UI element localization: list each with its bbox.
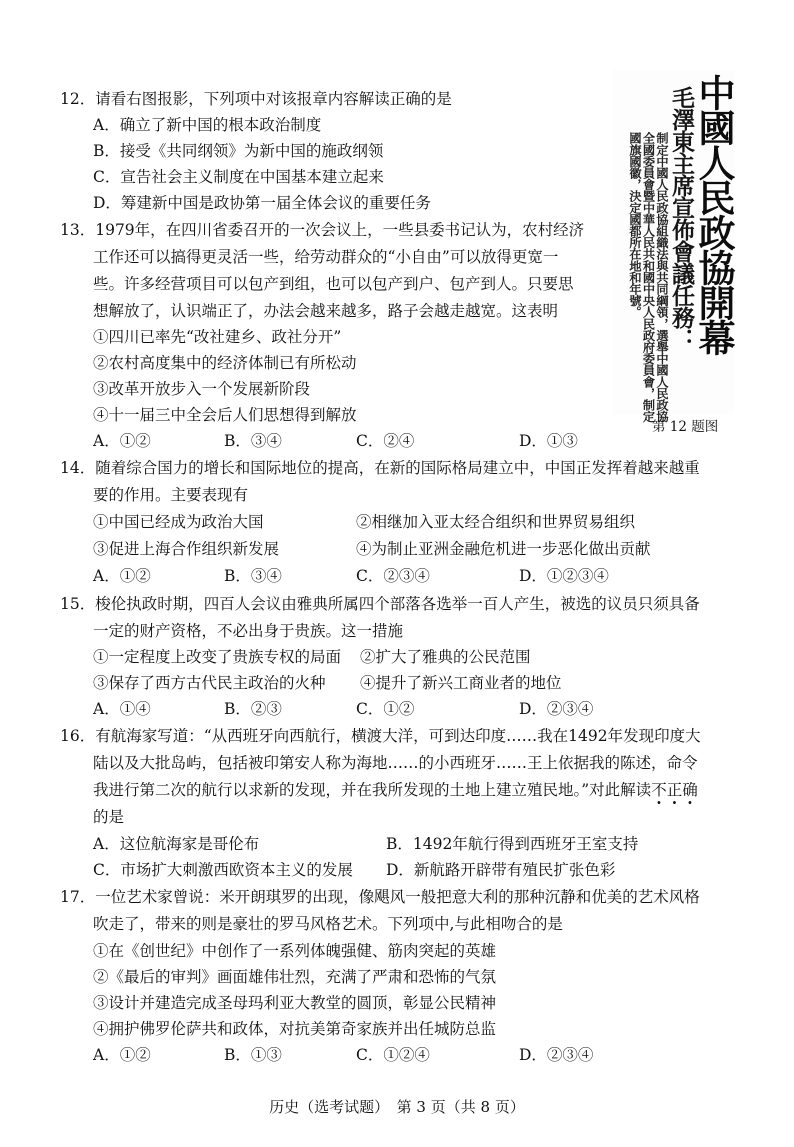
q16-stem-line-3-text: 我进行第二次的航行以求新的发现，并在我所发现的土地上建立殖民地。”对此解读 [93,781,652,799]
q17-stem-line-1: 17．一位艺术家曾说：米开朗琪罗的出现，像飓风一般把意大利的那种沉静和优美的艺术风格 [60,888,700,906]
q15-stem-line-2: 一定的财产资格，不必出身于贵族。这一措施 [93,622,404,640]
q16-stem-line-2: 陆以及大批岛屿，包括被印第安人称为海地……的小西班牙……王上依据我的陈述，命令 [93,754,698,772]
q16-option-c: C．市场扩大刺激西欧资本主义的发展 [93,861,353,879]
q17-item-3: ③设计并建造完成圣母玛利亚大教堂的圆顶，彰显公民精神 [93,994,497,1012]
q14-choice-b: B．③④ [224,567,282,585]
newspaper-subheadline: 毛澤東主席宣佈會議任務： [668,86,694,350]
q13-stem-line-1: 13．1979年，在四川省委召开的一次会议上，一些县委书记认为，农村经济 [60,221,585,239]
q13-choice-c: C．②④ [356,432,415,450]
q14-item-4: ④为制止亚洲金融危机进一步恶化做出贡献 [356,540,651,558]
q12-option-d: D．筹建新中国是政协第一届全体会议的重要任务 [93,194,431,212]
q14-item-2: ②相继加入亚太经合组织和世界贸易组织 [356,513,636,531]
q13-item-4: ④十一届三中全会后人们思想得到解放 [93,406,357,424]
q16-stem-line-4: 的是 [93,808,125,826]
q16-option-b: B．1492年航行得到西班牙王室支持 [386,835,639,853]
q13-item-1: ①四川已率先“改社建乡、政社分开” [93,328,342,346]
q15-item-3: ③保存了西方古代民主政治的火种 [93,674,326,692]
q17-item-1: ①在《创世纪》中创作了一系列体魄强健、筋肉突起的英雄 [93,942,497,960]
q17-item-4: ④拥护佛罗伦萨共和政体，对抗美第奇家族并出任城防总监 [93,1020,497,1038]
q13-stem-line-2: 工作还可以搞得更灵活一些，给劳动群众的“小自由”可以放得更宽一 [93,248,559,266]
q12-option-a: A．确立了新中国的根本政治制度 [93,116,322,134]
q15-item-1: ①一定程度上改变了贵族专权的局面 [93,648,342,666]
q14-choice-d: D．①②③④ [519,567,609,585]
q16-stem-line-3 [93,780,698,800]
newspaper-headline: 中國人民政協開幕 [692,74,735,354]
q17-stem-line-2: 吹走了，带来的则是豪壮的罗马风格艺术。下列项中,与此相吻合的是 [93,915,563,933]
q16-emphasis-not-correct: 不正确 [651,781,698,799]
q13-choice-d: D．①③ [519,432,578,450]
q15-stem-line-1: 15．梭伦执政时期，四百人会议由雅典所属四个部落各选举一百人产生，被选的议员只须具备 [60,595,700,613]
q13-choice-b: B．③④ [224,432,282,450]
figure-caption: 第 12 题图 [652,419,719,435]
q14-stem-line-1: 14．随着综合国力的增长和国际地位的提高，在新的国际格局建立中，中国正发挥着越来越重 [60,459,700,477]
q13-item-3: ③改革开放步入一个发展新阶段 [93,380,311,398]
page-footer: 历史（选考试题） 第 3 页（共 8 页） [269,1098,525,1116]
q13-stem-line-4: 想解放了，认识端正了，办法会越来越多，路子会越走越宽。这表明 [93,302,559,320]
q14-choice-a: A．①② [93,567,151,585]
q14-item-3: ③促进上海合作组织新发展 [93,540,280,558]
q15-choice-b: B．②③ [224,700,282,718]
newspaper-clipping-image [612,70,735,423]
q14-item-1: ①中国已经成为政治大国 [93,513,264,531]
q17-choice-a: A．①② [93,1046,151,1064]
q13-stem-line-3: 些。许多经营项目可以包产到组，也可以包产到户、包产到人。只要思 [93,275,574,293]
q16-stem-line-1: 16．有航海家写道：“从西班牙向西航行，横渡大洋，可到达印度……我在1492年发现印度大 [60,727,701,745]
q16-option-a: A．这位航海家是哥伦布 [93,835,260,853]
q15-choice-c: C．①② [356,700,415,718]
q14-choice-c: C．②③④ [356,567,430,585]
q15-item-4: ④提升了新兴工商业者的地位 [360,674,562,692]
q13-choice-a: A．①② [93,432,151,450]
q17-choice-d: D．②③④ [519,1046,594,1064]
q14-stem-line-2: 要的作用。主要表现有 [93,486,249,504]
q17-item-2: ②《最后的审判》画面雄伟壮烈，充满了严肃和恐怖的气氛 [93,968,497,986]
q15-item-2: ②扩大了雅典的公民范围 [360,648,531,666]
q16-option-d: D．新航路开辟带有殖民扩张色彩 [386,861,616,879]
q17-choice-c: C．①②④ [356,1046,430,1064]
q15-choice-a: A．①④ [93,700,151,718]
newspaper-body: 制定中國人民政協組織法與共同綱領，選舉中國人民政協全國委員會暨中華人民共和國中央人民政府委員會，制定國旗國徽，決定國都所在地和年號。 [628,132,669,423]
q12-option-c: C．宣告社会主义制度在中国基本建立起来 [93,168,384,186]
q15-choice-d: D．②③④ [519,700,594,718]
q13-item-2: ②农村高度集中的经济体制已有所松动 [93,354,357,372]
q17-choice-b: B．①③ [224,1046,282,1064]
q12-stem: 12．请看右图报影，下列项中对该报章内容解读正确的是 [60,90,452,108]
q12-option-b: B．接受《共同纲领》为新中国的施政纲领 [93,142,384,160]
